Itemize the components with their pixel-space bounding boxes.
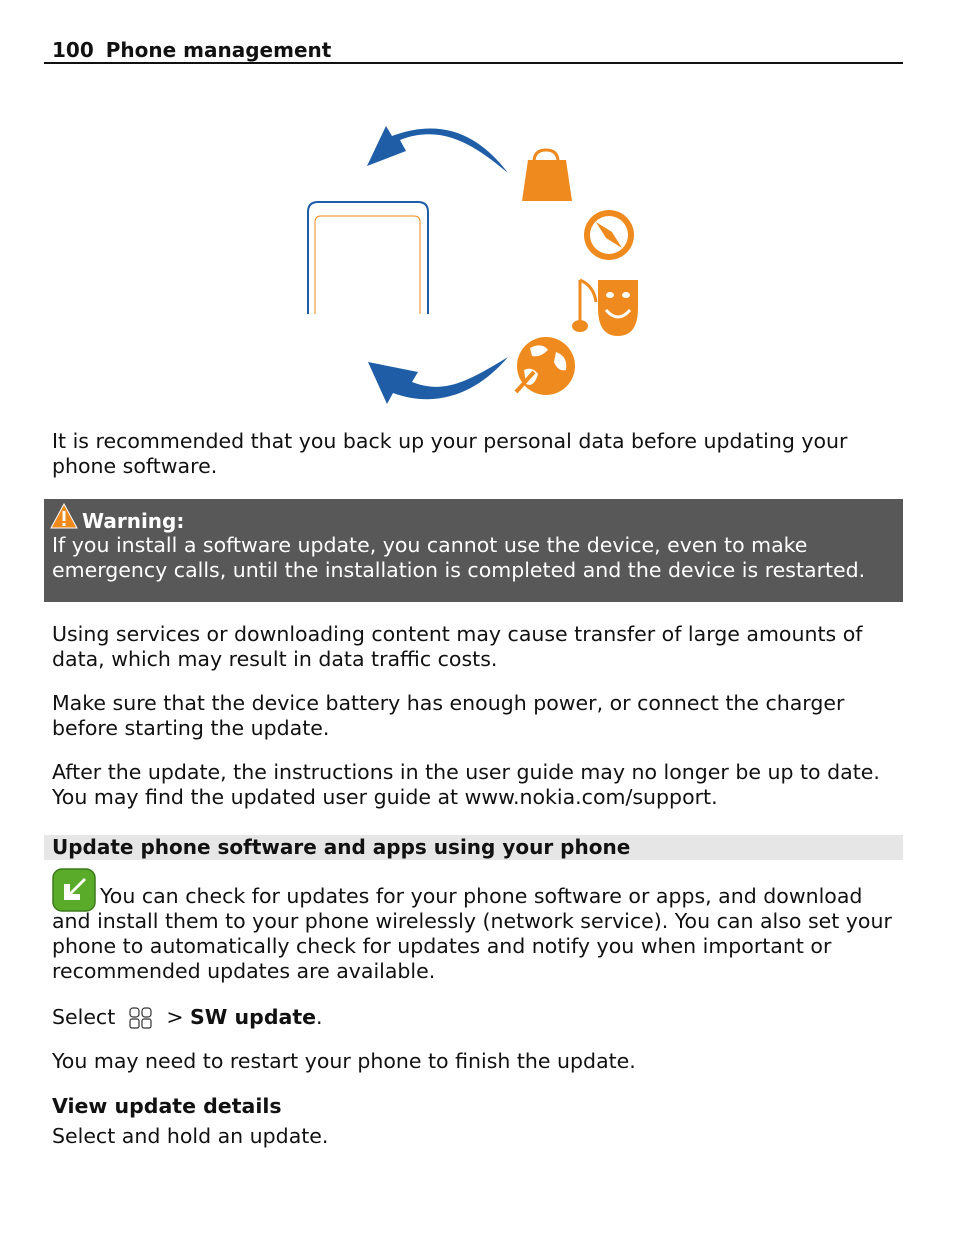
page-header bbox=[44, 38, 903, 64]
warning-title: Warning: bbox=[82, 509, 185, 533]
section-intro: You can check for updates for your phone software or apps, and download and install them to your phone wirelessly (network service). You can also set your phone to automatically check for updates and notify you when important or recommended updates are available. bbox=[52, 884, 892, 983]
subsection-body: Select and hold an update. bbox=[52, 1124, 329, 1148]
page-number: 100 bbox=[52, 38, 94, 62]
globe-icon bbox=[516, 337, 575, 395]
restart-paragraph: You may need to restart your phone to finish the update. bbox=[52, 1049, 636, 1073]
update-illustration bbox=[300, 120, 650, 410]
arrow-icon bbox=[367, 126, 508, 173]
warning-text: If you install a software update, you cannot use the device, even to make emergency calls, until the installation is completed and the device is restarted. bbox=[52, 533, 866, 582]
warning-box bbox=[44, 499, 903, 602]
select-prefix: Select bbox=[52, 1005, 116, 1029]
data-costs-paragraph: Using services or downloading content may cause transfer of large amounts of data, which may result in data traffic costs. bbox=[52, 622, 863, 671]
select-separator: > bbox=[166, 1005, 184, 1029]
subsection-title: View update details bbox=[52, 1094, 282, 1118]
chapter-title: Phone management bbox=[105, 38, 332, 62]
select-instruction bbox=[52, 1005, 903, 1030]
sw-update-label: SW update bbox=[190, 1005, 317, 1029]
menu-grid-icon bbox=[128, 1006, 154, 1030]
backup-paragraph: It is recommended that you back up your personal data before updating your phone software. bbox=[52, 429, 848, 478]
phone-outline-icon bbox=[308, 202, 428, 314]
battery-paragraph: Make sure that the device battery has enough power, or connect the charger before starting the update. bbox=[52, 691, 845, 740]
warning-icon bbox=[50, 503, 78, 529]
shopping-bag-icon bbox=[522, 150, 572, 201]
user-guide-paragraph: After the update, the instructions in the user guide may no longer be up to date. You may find the updated user guide at www.nokia.com/support. bbox=[52, 760, 880, 809]
section-heading bbox=[44, 835, 903, 860]
select-suffix: . bbox=[316, 1005, 323, 1029]
compass-icon bbox=[584, 210, 634, 260]
section-title: Update phone software and apps using your phone bbox=[52, 835, 631, 859]
arrow-icon bbox=[368, 357, 508, 404]
music-theatre-icon bbox=[572, 280, 638, 336]
